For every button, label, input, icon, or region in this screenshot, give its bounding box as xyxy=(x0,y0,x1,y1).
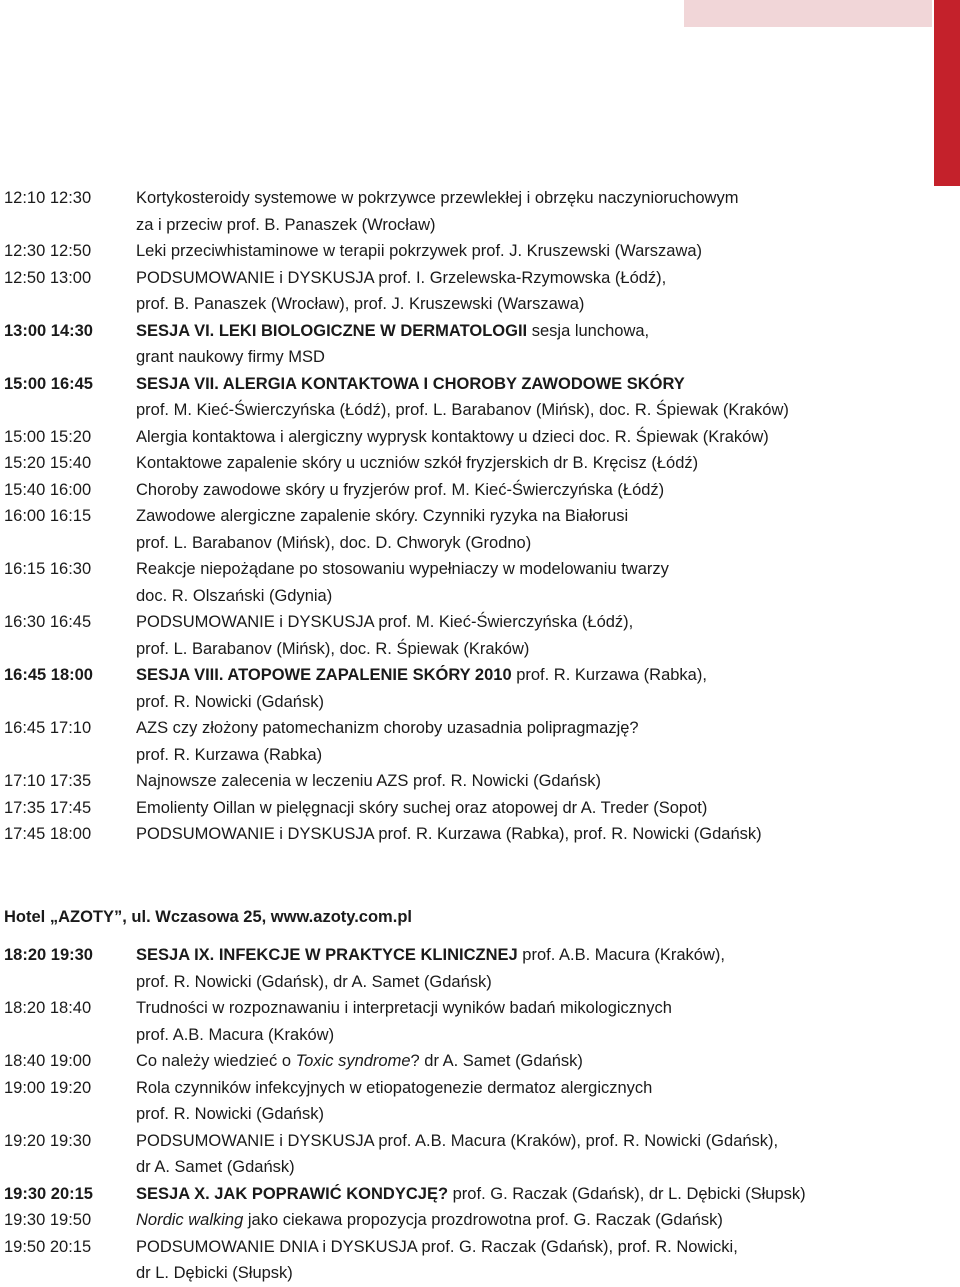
description-line xyxy=(136,1128,924,1155)
description-line xyxy=(136,503,924,530)
text-segment: Emolienty Oillan w pielęgnacji skóry suchej oraz atopowej dr A. Treder (Sopot) xyxy=(136,798,708,817)
session-title: SESJA IX. INFEKCJE W PRAKTYCE KLINICZNEJ xyxy=(136,946,518,964)
session-description xyxy=(136,795,924,822)
text-segment: prof. L. Barabanov (Mińsk), doc. R. Śpiewak (Kraków) xyxy=(136,639,530,658)
schedule-row xyxy=(4,503,924,556)
description-line xyxy=(136,477,924,504)
session-description xyxy=(136,715,924,768)
time-range: 19:20 19:30 xyxy=(4,1131,92,1150)
description-line xyxy=(136,1207,924,1234)
schedule-row xyxy=(4,477,924,504)
text-segment: za i przeciw prof. B. Panaszek (Wrocław) xyxy=(136,215,436,234)
schedule-row xyxy=(4,1075,924,1128)
schedule-row xyxy=(4,1128,924,1181)
schedule-row xyxy=(4,942,924,995)
time-range: 13:00 14:30 xyxy=(4,321,93,340)
time-range: 17:35 17:45 xyxy=(4,798,92,817)
schedule-block-2 xyxy=(4,942,924,1287)
text-segment: Choroby zawodowe skóry u fryzjerów prof. M. Kieć-Świerczyńska (Łódź) xyxy=(136,480,665,499)
text-segment: Zawodowe alergiczne zapalenie skóry. Czynniki ryzyka na Białorusi xyxy=(136,507,629,525)
text-segment: PODSUMOWANIE i DYSKUSJA prof. I. Grzelewska-Rzymowska (Łódź), xyxy=(136,268,667,287)
text-segment: dr L. Dębicki (Słupsk) xyxy=(136,1264,293,1282)
description-line xyxy=(136,1234,924,1261)
text-segment: AZS czy złożony patomechanizm choroby uzasadnia polipragmazję? xyxy=(136,719,639,737)
session-description xyxy=(136,995,924,1048)
session-description xyxy=(136,371,924,424)
description-line xyxy=(136,1075,924,1102)
text-segment: PODSUMOWANIE i DYSKUSJA prof. M. Kieć-Świerczyńska (Łódź), xyxy=(136,613,634,631)
session-description xyxy=(136,318,924,371)
text-segment: prof. R. Nowicki (Gdańsk) xyxy=(136,1105,324,1123)
text-segment: prof. R. Nowicki (Gdańsk), dr A. Samet (Gdańsk) xyxy=(136,972,492,991)
session-description xyxy=(136,821,924,848)
time-range: 16:45 17:10 xyxy=(4,719,92,737)
session-description xyxy=(136,265,924,318)
description-line xyxy=(136,715,924,742)
session-title: SESJA VIII. ATOPOWE ZAPALENIE SKÓRY 2010 xyxy=(136,666,512,684)
text-segment: Alergia kontaktowa i alergiczny wyprysk kontaktowy u dzieci doc. R. Śpiewak (Kraków) xyxy=(136,427,769,446)
session-description xyxy=(136,1075,924,1128)
header-decoration-red xyxy=(934,0,960,186)
description-line xyxy=(136,821,924,848)
description-line xyxy=(136,291,924,318)
time-range: 18:40 19:00 xyxy=(4,1052,92,1070)
schedule-row xyxy=(4,1234,924,1287)
description-line xyxy=(136,942,924,969)
text-segment: Nordic walking xyxy=(136,1211,244,1229)
session-description xyxy=(136,662,924,715)
schedule-row xyxy=(4,318,924,371)
description-line xyxy=(136,768,924,795)
text-segment: Kontaktowe zapalenie skóry u uczniów szkół fryzjerskich dr B. Kręcisz (Łódź) xyxy=(136,454,699,472)
description-line xyxy=(136,318,924,345)
schedule-row xyxy=(4,715,924,768)
session-title: SESJA VI. LEKI BIOLOGICZNE W DERMATOLOGII xyxy=(136,321,528,340)
text-segment: prof. G. Raczak (Gdańsk), dr L. Dębicki (Słupsk) xyxy=(448,1184,806,1203)
text-segment: Toxic syndrome xyxy=(295,1052,411,1070)
schedule-row xyxy=(4,795,924,822)
description-line xyxy=(136,583,924,610)
time-range: 16:30 16:45 xyxy=(4,613,92,631)
description-line xyxy=(136,1101,924,1128)
schedule-row xyxy=(4,821,924,848)
description-line xyxy=(136,371,924,398)
time-range: 15:20 15:40 xyxy=(4,454,92,472)
session-description xyxy=(136,238,924,265)
time-range: 12:50 13:00 xyxy=(4,268,92,287)
text-segment: prof. R. Kurzawa (Rabka) xyxy=(136,745,323,764)
schedule-row xyxy=(4,238,924,265)
session-title: SESJA VII. ALERGIA KONTAKTOWA I CHOROBY ZAWODOWE SKÓRY xyxy=(136,374,685,393)
text-segment: sesja lunchowa, xyxy=(527,321,650,340)
text-segment: Trudności w rozpoznawaniu i interpretacji wyników badań mikologicznych xyxy=(136,999,672,1017)
text-segment: Kortykosteroidy systemowe w pokrzywce przewlekłej i obrzęku naczynioruchowym xyxy=(136,189,739,207)
time-range: 15:00 16:45 xyxy=(4,374,93,393)
schedule-row xyxy=(4,1207,924,1234)
session-title: SESJA X. JAK POPRAWIĆ KONDYCJĘ? xyxy=(136,1184,449,1203)
time-range: 16:00 16:15 xyxy=(4,507,92,525)
text-segment: PODSUMOWANIE i DYSKUSJA prof. R. Kurzawa (Rabka), prof. R. Nowicki (Gdańsk) xyxy=(136,825,762,843)
text-segment: prof. R. Kurzawa (Rabka), xyxy=(511,666,707,684)
schedule-row xyxy=(4,1048,924,1075)
session-description xyxy=(136,503,924,556)
text-segment: prof. L. Barabanov (Mińsk), doc. D. Chworyk (Grodno) xyxy=(136,533,532,552)
time-range: 15:40 16:00 xyxy=(4,480,92,499)
schedule-row xyxy=(4,609,924,662)
description-line xyxy=(136,424,924,451)
time-range: 12:10 12:30 xyxy=(4,189,92,207)
schedule-block-1 xyxy=(4,185,924,848)
session-description xyxy=(136,768,924,795)
time-range: 17:45 18:00 xyxy=(4,825,92,843)
text-segment: PODSUMOWANIE DNIA i DYSKUSJA prof. G. Raczak (Gdańsk), prof. R. Nowicki, xyxy=(136,1237,738,1256)
header-decoration-light xyxy=(684,0,932,27)
venue-heading: Hotel „AZOTY”, ul. Wczasowa 25, www.azoty.com.pl xyxy=(4,908,412,926)
time-range: 19:30 20:15 xyxy=(4,1184,93,1203)
session-description xyxy=(136,1234,924,1287)
description-line xyxy=(136,1022,924,1049)
text-segment: Najnowsze zalecenia w leczeniu AZS prof. R. Nowicki (Gdańsk) xyxy=(136,772,601,790)
session-description xyxy=(136,477,924,504)
time-range: 18:20 18:40 xyxy=(4,999,92,1017)
schedule-row xyxy=(4,995,924,1048)
description-line xyxy=(136,1181,924,1208)
text-segment: Leki przeciwhistaminowe w terapii pokrzywek prof. J. Kruszewski (Warszawa) xyxy=(136,242,703,260)
text-segment: prof. B. Panaszek (Wrocław), prof. J. Kruszewski (Warszawa) xyxy=(136,295,585,313)
description-line xyxy=(136,636,924,663)
description-line xyxy=(136,238,924,265)
description-line xyxy=(136,530,924,557)
description-line xyxy=(136,265,924,292)
session-description xyxy=(136,609,924,662)
text-segment: doc. R. Olszański (Gdynia) xyxy=(136,586,333,605)
time-range: 16:45 18:00 xyxy=(4,666,93,684)
schedule-row xyxy=(4,556,924,609)
text-segment: Co należy wiedzieć o xyxy=(136,1052,296,1070)
session-description xyxy=(136,556,924,609)
description-line xyxy=(136,969,924,996)
text-segment: grant naukowy firmy MSD xyxy=(136,348,325,366)
description-line xyxy=(136,1260,924,1287)
schedule-row xyxy=(4,371,924,424)
time-range: 12:30 12:50 xyxy=(4,242,92,260)
schedule-row xyxy=(4,265,924,318)
description-line xyxy=(136,1048,924,1075)
session-description xyxy=(136,450,924,477)
text-segment: prof. A.B. Macura (Kraków) xyxy=(136,1025,335,1044)
schedule-row xyxy=(4,185,924,238)
description-line xyxy=(136,1154,924,1181)
text-segment: prof. M. Kieć-Świerczyńska (Łódź), prof. L. Barabanov (Mińsk), doc. R. Śpiewak (Kraków) xyxy=(136,401,789,419)
description-line xyxy=(136,662,924,689)
description-line xyxy=(136,556,924,583)
time-range: 15:00 15:20 xyxy=(4,427,92,446)
description-line xyxy=(136,795,924,822)
schedule-row xyxy=(4,450,924,477)
text-segment: dr A. Samet (Gdańsk) xyxy=(136,1158,295,1176)
time-range: 16:15 16:30 xyxy=(4,560,92,578)
description-line xyxy=(136,995,924,1022)
schedule-row xyxy=(4,1181,924,1208)
description-line xyxy=(136,742,924,769)
schedule-row xyxy=(4,662,924,715)
session-description xyxy=(136,1128,924,1181)
session-description xyxy=(136,185,924,238)
schedule-row xyxy=(4,768,924,795)
session-description xyxy=(136,424,924,451)
description-line xyxy=(136,185,924,212)
description-line xyxy=(136,450,924,477)
description-line xyxy=(136,609,924,636)
session-description xyxy=(136,1207,924,1234)
time-range: 19:00 19:20 xyxy=(4,1078,92,1097)
text-segment: prof. A.B. Macura (Kraków), xyxy=(517,946,725,964)
description-line xyxy=(136,397,924,424)
description-line xyxy=(136,212,924,239)
text-segment: PODSUMOWANIE i DYSKUSJA prof. A.B. Macura (Kraków), prof. R. Nowicki (Gdańsk), xyxy=(136,1131,779,1150)
session-description xyxy=(136,1048,924,1075)
schedule-row xyxy=(4,424,924,451)
time-range: 18:20 19:30 xyxy=(4,946,93,964)
time-range: 19:30 19:50 xyxy=(4,1211,92,1229)
session-description xyxy=(136,942,924,995)
text-segment: Reakcje niepożądane po stosowaniu wypełniaczy w modelowaniu twarzy xyxy=(136,560,669,578)
text-segment: ? dr A. Samet (Gdańsk) xyxy=(410,1052,583,1070)
time-range: 19:50 20:15 xyxy=(4,1237,92,1256)
text-segment: jako ciekawa propozycja prozdrowotna prof. G. Raczak (Gdańsk) xyxy=(243,1211,723,1229)
description-line xyxy=(136,689,924,716)
text-segment: Rola czynników infekcyjnych w etiopatogenezie dermatoz alergicznych xyxy=(136,1078,653,1097)
session-description xyxy=(136,1181,924,1208)
time-range: 17:10 17:35 xyxy=(4,772,92,790)
text-segment: prof. R. Nowicki (Gdańsk) xyxy=(136,692,324,711)
description-line xyxy=(136,344,924,371)
